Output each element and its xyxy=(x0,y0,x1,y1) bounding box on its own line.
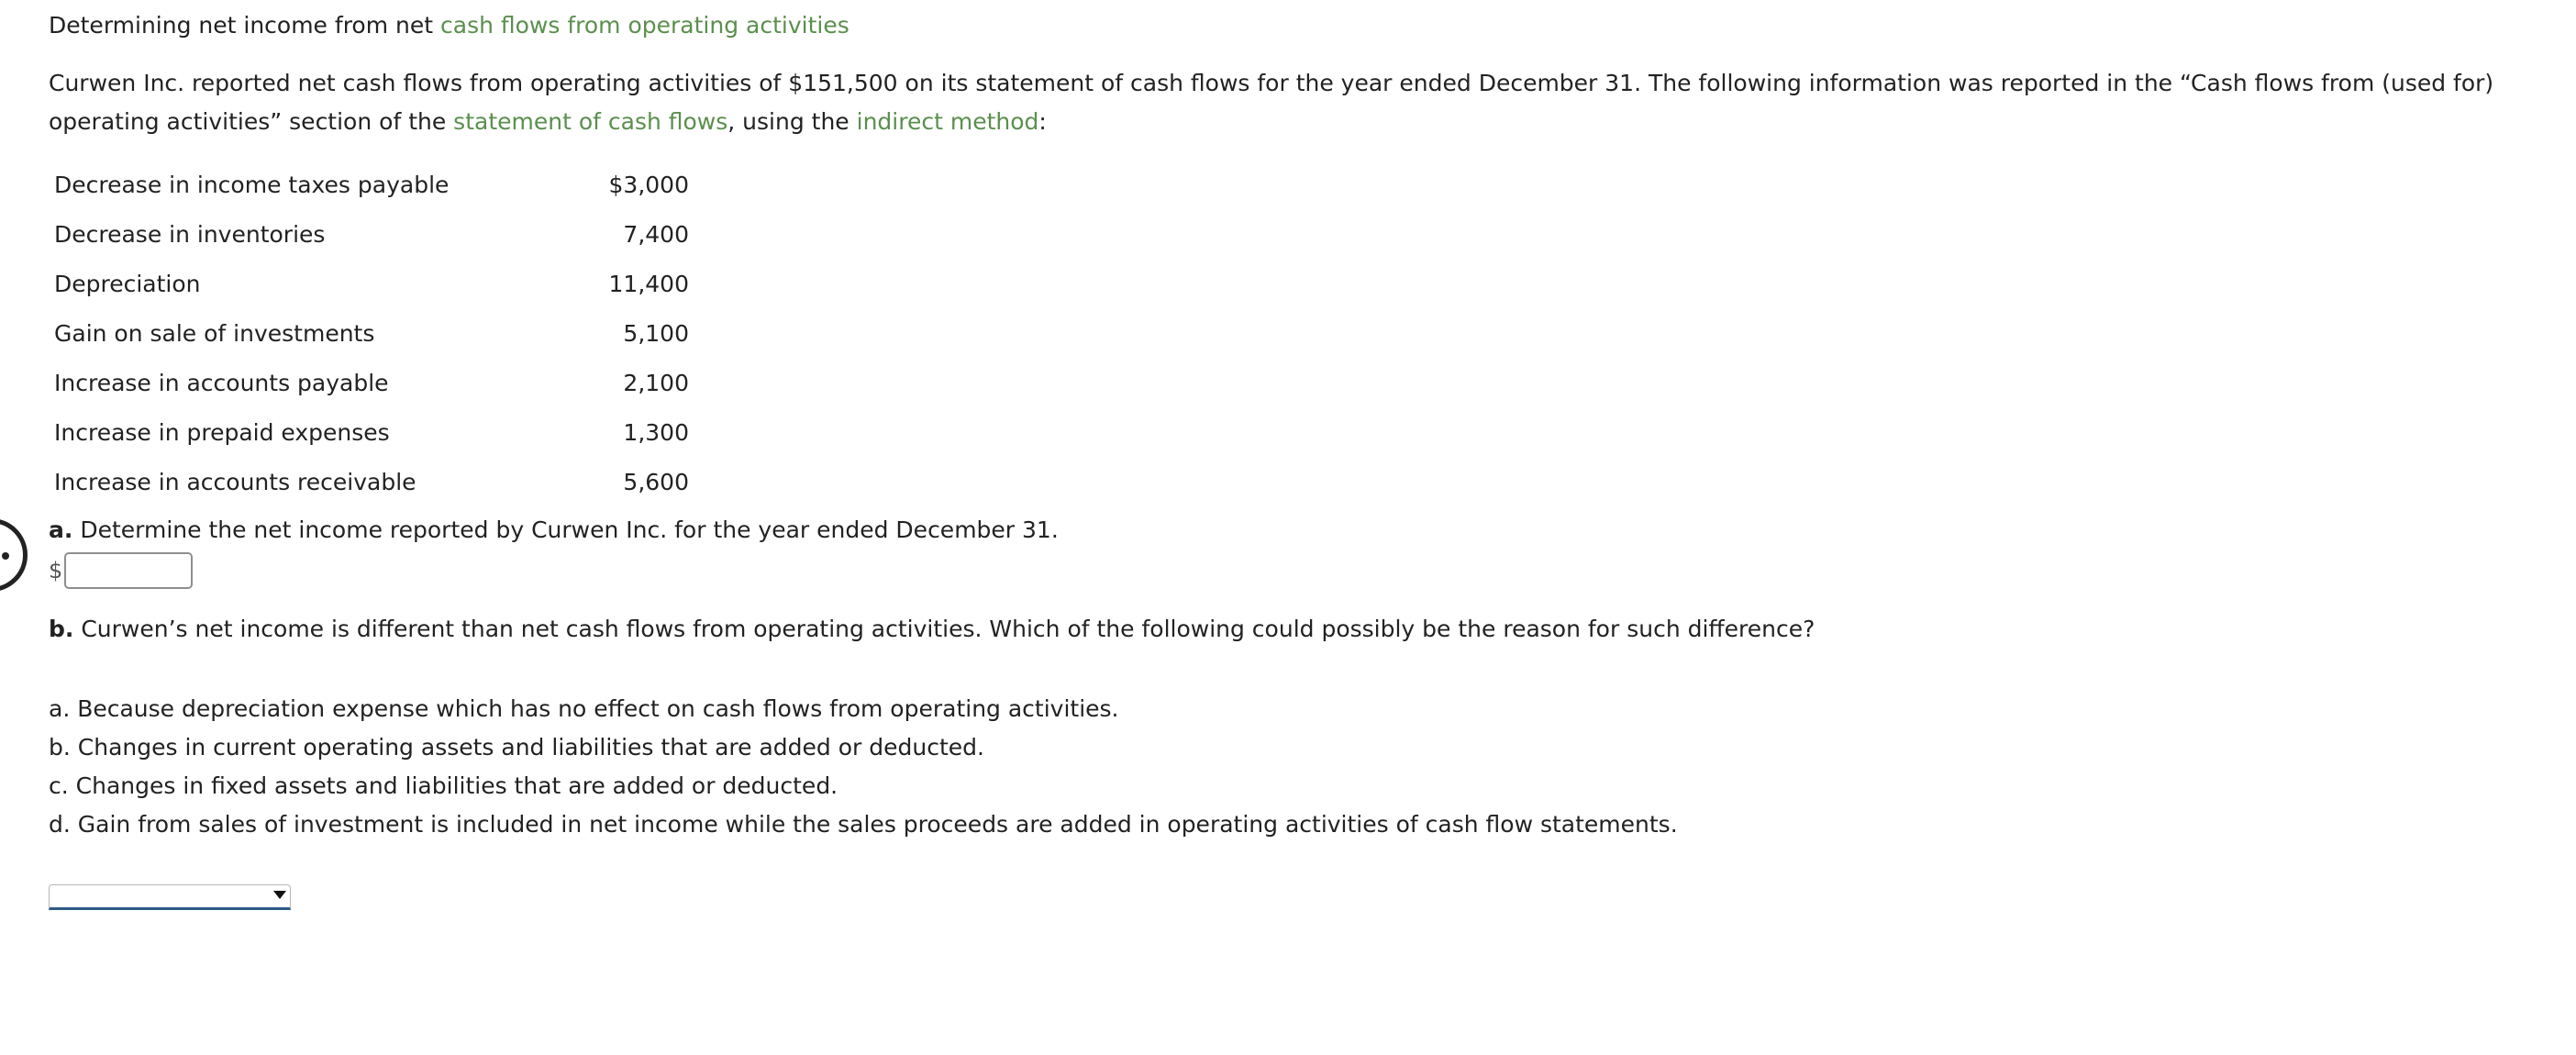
currency-symbol: $ xyxy=(49,558,63,583)
cash-flows-operating-link[interactable]: cash flows from operating activities xyxy=(440,12,849,39)
question-b-marker: b. xyxy=(49,616,74,642)
item-amount: 11,400 xyxy=(608,271,689,297)
item-label: Increase in accounts receivable xyxy=(54,469,416,495)
reason-options-list xyxy=(49,690,1678,844)
problem-intro xyxy=(49,64,2562,141)
item-label: Depreciation xyxy=(54,271,201,297)
intro-text-3: : xyxy=(1038,108,1047,135)
item-label: Gain on sale of investments xyxy=(54,320,375,347)
reason-dropdown[interactable] xyxy=(49,884,291,910)
question-a-text: Determine the net income reported by Curwen Inc. for the year ended December 31. xyxy=(72,516,1059,543)
net-income-answer-row xyxy=(49,549,193,593)
question-a-marker: a. xyxy=(49,516,73,543)
intro-text-1: Curwen Inc. reported net cash flows from operating activities of $151,500 on its statement of cash flows for the year ended December 31. The following information was reported in the “Cash flows from (used for) operating activities” section of the xyxy=(49,70,2494,135)
table-row xyxy=(49,359,694,408)
item-amount: $3,000 xyxy=(608,172,689,198)
item-amount: 5,600 xyxy=(623,469,689,495)
table-row xyxy=(49,161,694,210)
indirect-method-link[interactable]: indirect method xyxy=(856,108,1039,135)
option-a: a. Because depreciation expense which has no effect on cash flows from operating activities. xyxy=(49,695,1119,722)
table-row xyxy=(49,309,694,359)
table-row xyxy=(49,458,694,507)
question-a xyxy=(49,514,1059,547)
statement-of-cash-flows-link[interactable]: statement of cash flows xyxy=(453,108,728,135)
chevron-down-icon xyxy=(273,891,286,899)
handle-dot-icon xyxy=(2,552,9,560)
question-b xyxy=(49,613,1815,646)
item-amount: 2,100 xyxy=(623,370,689,396)
title-text: Determining net income from net xyxy=(49,12,440,39)
table-row xyxy=(49,260,694,309)
item-amount: 5,100 xyxy=(623,320,689,347)
option-c: c. Changes in fixed assets and liabilities that are added or deducted. xyxy=(49,772,838,799)
option-d: d. Gain from sales of investment is included in net income while the sales proceeds are added in operating activities of cash flow statements. xyxy=(49,811,1678,838)
item-label: Decrease in inventories xyxy=(54,221,326,248)
table-row xyxy=(49,210,694,260)
side-nav-handle[interactable] xyxy=(0,518,28,592)
operating-items-table xyxy=(49,161,694,507)
item-amount: 1,300 xyxy=(623,419,689,446)
intro-text-2: , using the xyxy=(727,108,857,135)
net-income-input[interactable] xyxy=(64,552,193,589)
option-b: b. Changes in current operating assets and liabilities that are added or deducted. xyxy=(49,734,984,761)
problem-title xyxy=(49,9,849,42)
item-label: Increase in prepaid expenses xyxy=(54,419,390,446)
item-amount: 7,400 xyxy=(623,221,689,248)
item-label: Decrease in income taxes payable xyxy=(54,172,450,198)
table-row xyxy=(49,408,694,458)
question-b-text: Curwen’s net income is different than net cash flows from operating activities. Which of the following could possibly be the reason for such difference? xyxy=(73,616,1815,642)
item-label: Increase in accounts payable xyxy=(54,370,389,396)
